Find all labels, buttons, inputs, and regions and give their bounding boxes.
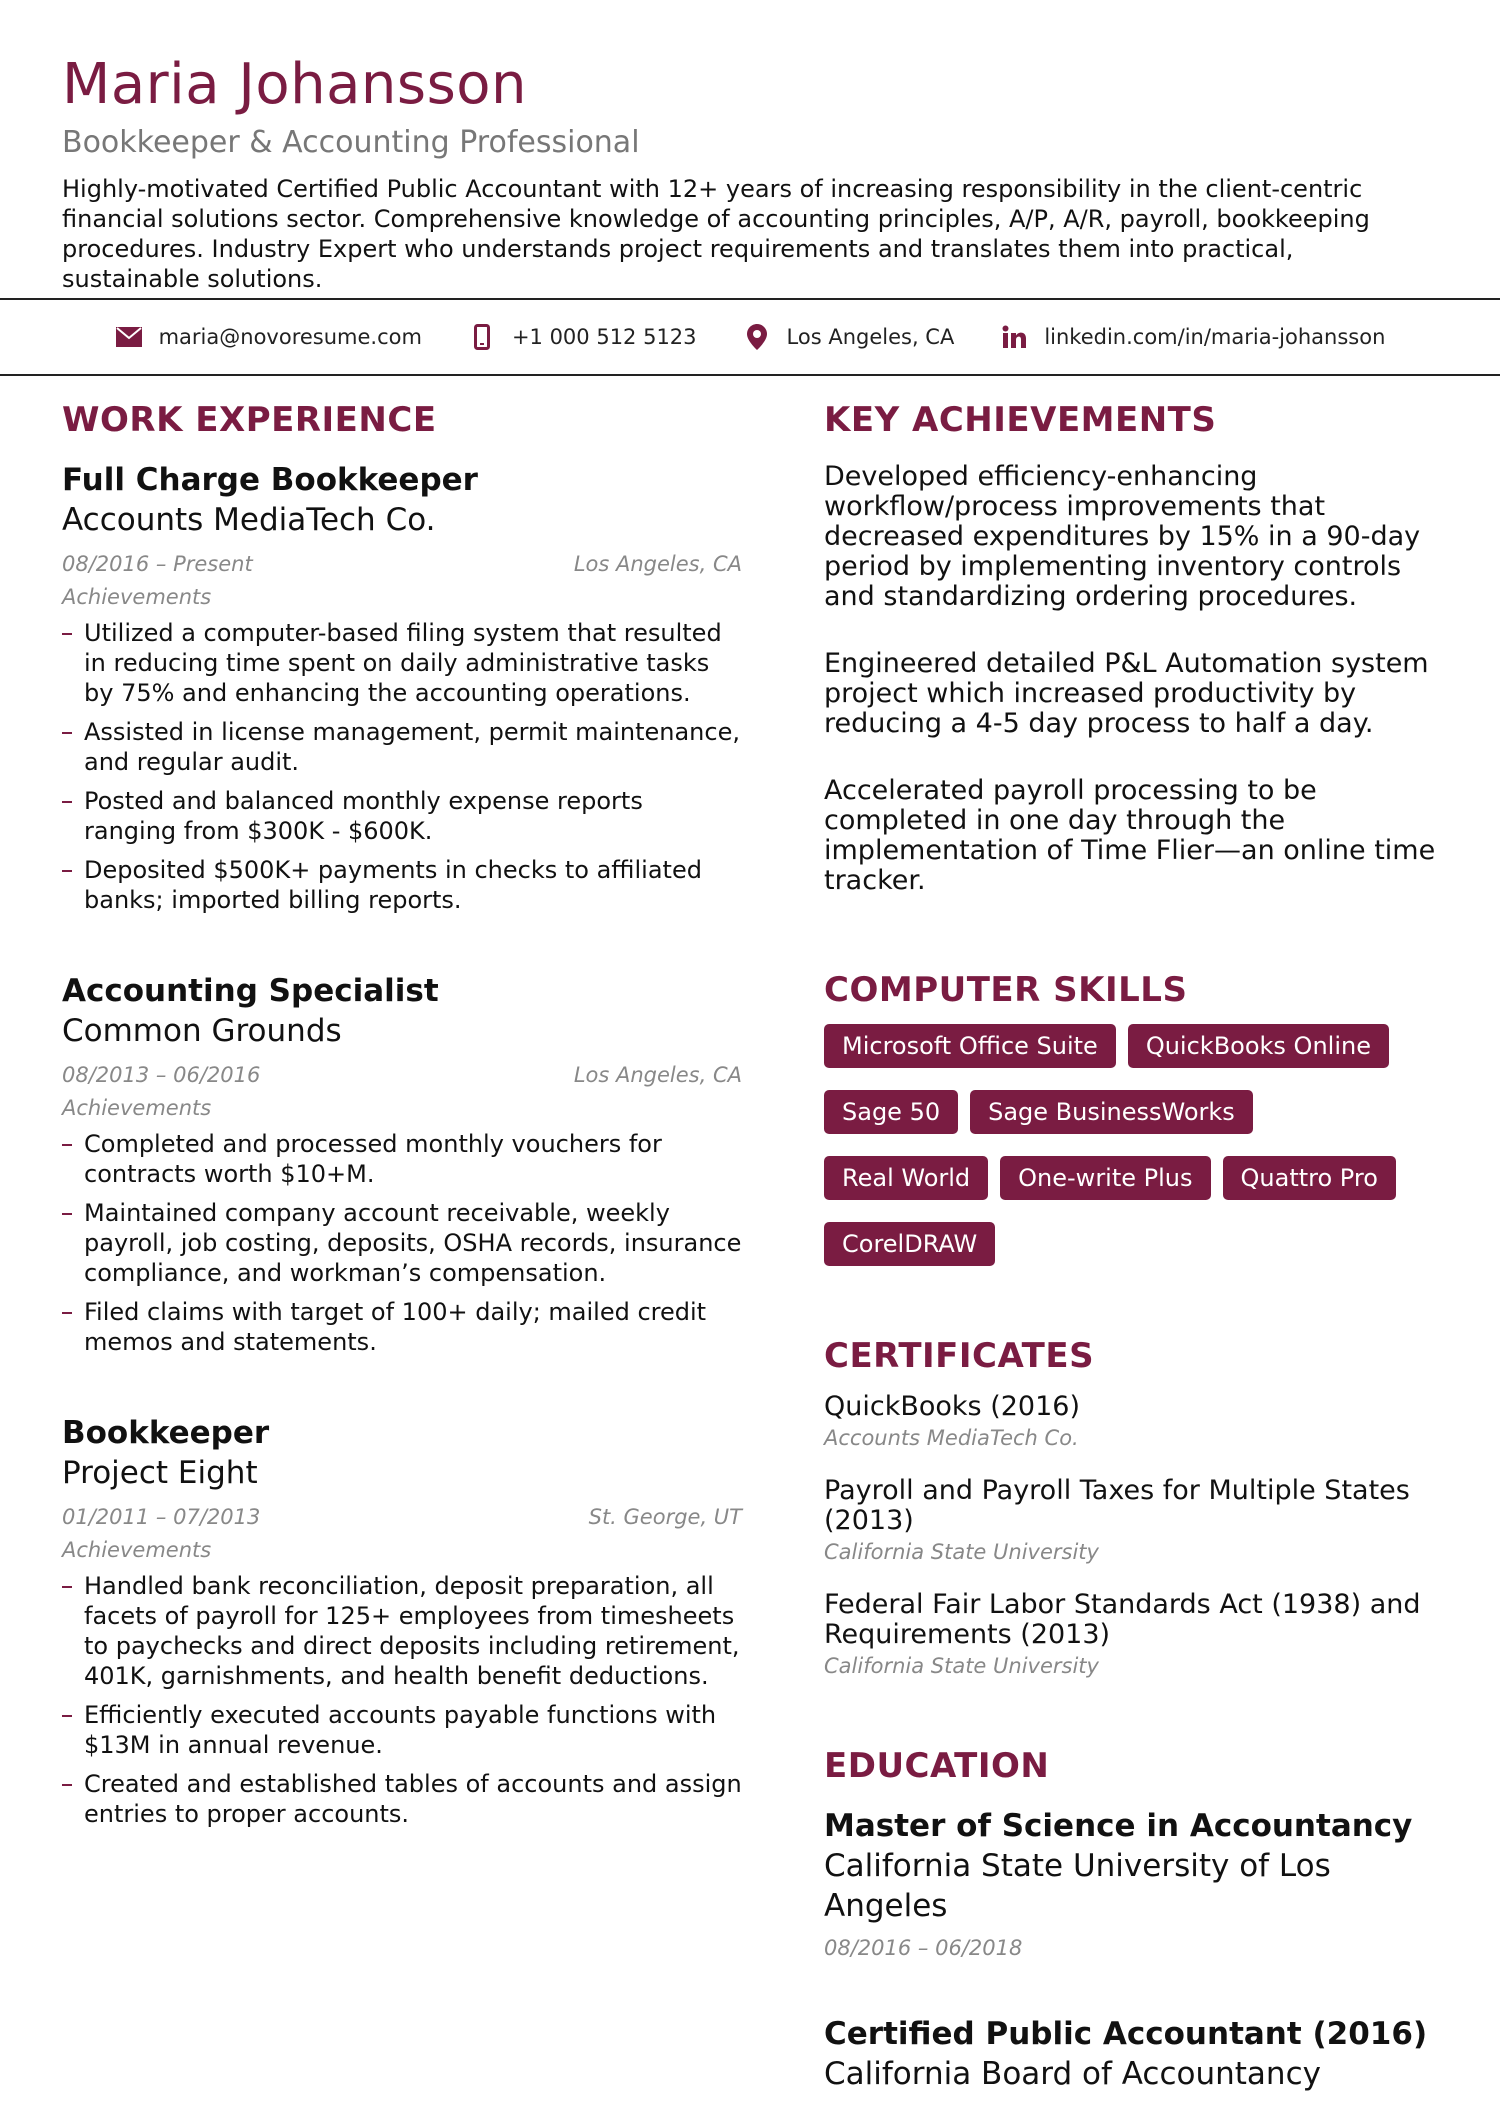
skill-tags xyxy=(824,1024,1424,1266)
key-achievements-section xyxy=(824,396,1454,896)
achievement-item: Created and established tables of accounts and assign entries to proper accounts. xyxy=(62,1769,742,1829)
job-meta xyxy=(62,1059,742,1091)
certificates-section xyxy=(824,1332,1454,1682)
skill-tag: Microsoft Office Suite xyxy=(824,1024,1116,1068)
degree-name: Certified Public Accountant (2016) xyxy=(824,2016,1428,2052)
job-entry xyxy=(62,1413,742,1829)
skill-tag: One-write Plus xyxy=(1000,1156,1210,1200)
achievement-list xyxy=(62,1129,742,1357)
achievement-item: Deposited $500K+ payments in checks to affiliated banks; imported billing reports. xyxy=(62,855,742,915)
contact-phone[interactable] xyxy=(468,323,697,351)
certificate-entry xyxy=(824,1476,1454,1568)
right-column xyxy=(824,396,1454,2094)
contact-email[interactable] xyxy=(115,323,422,351)
achievement-item: Filed claims with target of 100+ daily; mailed credit memos and statements. xyxy=(62,1297,742,1357)
achievement-item: Maintained company account receivable, weekly payroll, job costing, deposits, OSHA records, insurance compliance, and workman’s compensation. xyxy=(62,1198,742,1288)
education-heading: EDUCATION xyxy=(824,1746,1050,1786)
contact-location xyxy=(743,323,955,351)
candidate-name: Maria Johansson xyxy=(62,52,528,117)
achievement-item: Posted and balanced monthly expense reports ranging from $300K - $600K. xyxy=(62,786,742,846)
profile-summary: Highly-motivated Certified Public Accountant with 12+ years of increasing responsibility in the client-centric financial solutions sector. Comprehensive knowledge of accounting principles, A/P, A/R, payroll, bookkeeping procedures. Industry Expert who understands project requirements and translates them into practical, sustainable solutions. xyxy=(62,175,1370,293)
contact-bar xyxy=(0,298,1500,376)
certificate-entry xyxy=(824,1392,1454,1454)
work-experience-heading: WORK EXPERIENCE xyxy=(62,400,437,440)
company-name: Common Grounds xyxy=(62,1013,342,1049)
computer-skills-heading: COMPUTER SKILLS xyxy=(824,970,1188,1010)
job-entry xyxy=(62,971,742,1357)
computer-skills-section xyxy=(824,966,1454,1266)
phone-text: +1 000 512 5123 xyxy=(511,325,697,349)
company-name: Accounts MediaTech Co. xyxy=(62,502,436,538)
education-entry xyxy=(824,1806,1454,1964)
key-achievement-item: Accelerated payroll processing to be completed in one day through the implementation of Time Flier—an online time tracker. xyxy=(824,775,1436,896)
skill-tag: Sage 50 xyxy=(824,1090,958,1134)
achievements-label: Achievements xyxy=(62,1538,212,1562)
skill-tag: Quattro Pro xyxy=(1223,1156,1396,1200)
key-achievement-item: Engineered detailed P&L Automation system project which increased productivity by reducing a 4-5 day process to half a day. xyxy=(824,648,1429,739)
job-meta xyxy=(62,1501,742,1533)
envelope-icon xyxy=(115,323,143,351)
certificate-issuer: Accounts MediaTech Co. xyxy=(824,1426,1079,1450)
skill-tag: QuickBooks Online xyxy=(1128,1024,1389,1068)
map-pin-icon xyxy=(743,323,771,351)
achievement-item: Handled bank reconciliation, deposit preparation, all facets of payroll for 125+ employees from timesheets to paychecks and direct deposits including retirement, 401K, garnishments, and health benefit deductions. xyxy=(62,1571,742,1691)
school-name: California Board of Accountancy xyxy=(824,2056,1321,2092)
linkedin-icon xyxy=(1000,323,1028,351)
achievement-item: Utilized a computer-based filing system that resulted in reducing time spent on daily administrative tasks by 75% and enhancing the accounting operations. xyxy=(62,618,742,708)
resume-header xyxy=(62,50,1442,294)
skill-tag: Sage BusinessWorks xyxy=(970,1090,1253,1134)
certificate-name: Federal Fair Labor Standards Act (1938) and Requirements (2013) xyxy=(824,1589,1421,1650)
job-meta xyxy=(62,548,742,580)
email-text: maria@novoresume.com xyxy=(158,325,422,349)
education-dates: 08/2016 – 06/2018 xyxy=(824,1936,1023,1960)
certificate-name: Payroll and Payroll Taxes for Multiple States (2013) xyxy=(824,1475,1410,1536)
left-column xyxy=(62,396,742,1838)
certificates-heading: CERTIFICATES xyxy=(824,1336,1095,1376)
job-dates: 01/2011 – 07/2013 xyxy=(62,1505,261,1529)
mobile-phone-icon xyxy=(468,323,496,351)
degree-name: Master of Science in Accountancy xyxy=(824,1808,1413,1844)
contact-linkedin[interactable] xyxy=(1000,323,1385,351)
key-achievement-item: Developed efficiency-enhancing workflow/process improvements that decreased expenditures by 15% in a 90-day period by implementing inventory controls and standardizing ordering procedures. xyxy=(824,461,1421,612)
job-location: Los Angeles, CA xyxy=(573,1063,742,1087)
certificate-issuer: California State University xyxy=(824,1654,1099,1678)
achievements-label: Achievements xyxy=(62,585,212,609)
job-title: Bookkeeper xyxy=(62,1415,270,1451)
location-text: Los Angeles, CA xyxy=(786,325,955,349)
achievement-item: Assisted in license management, permit maintenance, and regular audit. xyxy=(62,717,742,777)
skill-tag: CorelDRAW xyxy=(824,1222,995,1266)
linkedin-text: linkedin.com/in/maria-johansson xyxy=(1044,325,1386,349)
achievement-list xyxy=(62,1571,742,1829)
achievement-item: Completed and processed monthly vouchers for contracts worth $10+M. xyxy=(62,1129,742,1189)
certificate-name: QuickBooks (2016) xyxy=(824,1391,1080,1422)
education-section xyxy=(824,1742,1454,2094)
job-title: Full Charge Bookkeeper xyxy=(62,462,478,498)
certificate-issuer: California State University xyxy=(824,1540,1099,1564)
achievement-list xyxy=(62,618,742,915)
achievement-item: Efficiently executed accounts payable functions with $13M in annual revenue. xyxy=(62,1700,742,1760)
school-name: California State University of Los Angeles xyxy=(824,1848,1331,1924)
job-dates: 08/2016 – Present xyxy=(62,552,253,576)
job-title: Accounting Specialist xyxy=(62,973,439,1009)
certificate-entry xyxy=(824,1590,1454,1682)
job-location: Los Angeles, CA xyxy=(573,552,742,576)
job-dates: 08/2013 – 06/2016 xyxy=(62,1063,261,1087)
key-achievements-heading: KEY ACHIEVEMENTS xyxy=(824,400,1217,440)
job-location: St. George, UT xyxy=(588,1505,742,1529)
education-entry xyxy=(824,2014,1454,2094)
company-name: Project Eight xyxy=(62,1455,258,1491)
achievements-label: Achievements xyxy=(62,1096,212,1120)
candidate-title: Bookkeeper & Accounting Professional xyxy=(62,125,640,160)
skill-tag: Real World xyxy=(824,1156,988,1200)
job-entry xyxy=(62,460,742,915)
